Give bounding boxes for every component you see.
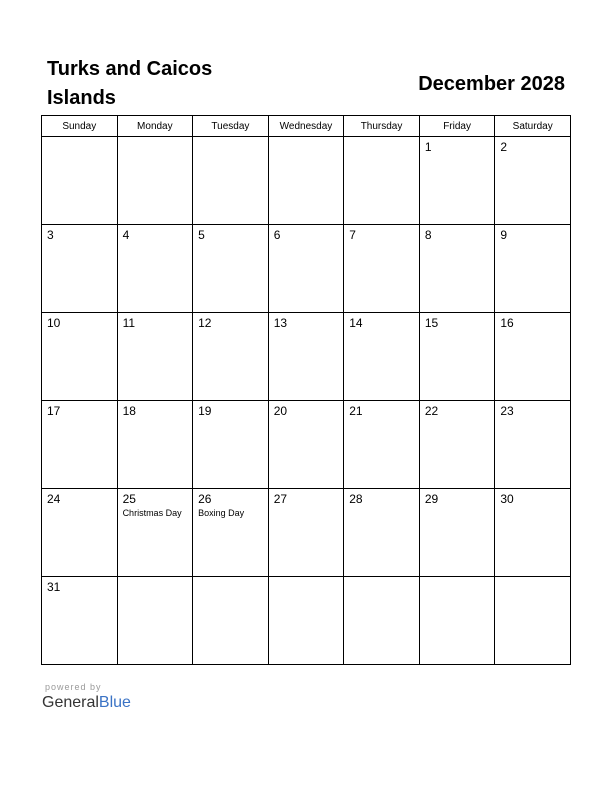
day-cell — [193, 401, 269, 489]
weekday-header: Wednesday — [268, 116, 344, 137]
day-cell — [344, 313, 420, 401]
day-number: 1 — [424, 140, 432, 154]
holiday-label: Christmas Day — [122, 508, 182, 518]
day-number: 19 — [198, 404, 212, 418]
day-cell — [419, 401, 495, 489]
generalblue-logo — [42, 694, 131, 712]
logo-general-text: General — [42, 694, 99, 711]
day-cell — [268, 401, 344, 489]
day-number: 8 — [424, 228, 432, 242]
day-number: 9 — [500, 228, 508, 242]
day-number: 17 — [47, 404, 61, 418]
day-number: 4 — [122, 228, 130, 242]
day-cell — [193, 137, 269, 225]
powered-by-text: powered by — [45, 682, 102, 692]
holiday-label: Boxing Day — [198, 508, 245, 518]
day-number: 10 — [47, 316, 61, 330]
weekday-header: Friday — [419, 116, 495, 137]
day-cell — [117, 577, 193, 665]
day-number: 12 — [198, 316, 212, 330]
day-cell — [419, 577, 495, 665]
day-number: 24 — [47, 492, 61, 506]
day-cell — [495, 489, 571, 577]
weekday-header: Thursday — [344, 116, 420, 137]
day-cell — [193, 225, 269, 313]
day-number: 3 — [47, 228, 54, 242]
weekday-header-row — [42, 116, 571, 137]
day-number: 13 — [273, 316, 288, 330]
logo-blue-text: Blue — [98, 694, 131, 711]
day-cell — [117, 137, 193, 225]
day-cell — [419, 313, 495, 401]
day-number: 2 — [500, 140, 508, 154]
day-cell — [495, 577, 571, 665]
day-cell — [268, 313, 344, 401]
day-cell — [268, 577, 344, 665]
day-number: 14 — [349, 316, 363, 330]
day-cell — [193, 489, 269, 577]
day-cell — [193, 313, 269, 401]
day-cell — [117, 313, 193, 401]
week-row — [42, 489, 571, 577]
weekday-header: Sunday — [42, 116, 118, 137]
day-cell — [495, 137, 571, 225]
day-number: 22 — [424, 404, 439, 418]
day-cell — [419, 489, 495, 577]
day-cell — [268, 489, 344, 577]
calendar-grid — [41, 115, 571, 665]
day-number: 18 — [122, 404, 136, 418]
day-number: 23 — [500, 404, 514, 418]
day-number: 11 — [122, 316, 136, 330]
day-cell — [42, 577, 118, 665]
day-cell — [42, 489, 118, 577]
day-number: 31 — [47, 580, 61, 594]
day-cell — [495, 313, 571, 401]
week-row — [42, 225, 571, 313]
day-number: 21 — [349, 404, 363, 418]
day-number: 16 — [500, 316, 514, 330]
week-row — [42, 137, 571, 225]
day-cell — [268, 137, 344, 225]
day-cell — [117, 401, 193, 489]
day-cell — [495, 225, 571, 313]
day-cell — [42, 225, 118, 313]
day-cell — [344, 225, 420, 313]
week-row — [42, 313, 571, 401]
weekday-header: Tuesday — [193, 116, 269, 137]
day-cell — [268, 225, 344, 313]
day-cell — [117, 225, 193, 313]
day-cell — [419, 225, 495, 313]
day-number: 25 — [122, 492, 136, 506]
day-number: 20 — [273, 404, 288, 418]
day-cell — [419, 137, 495, 225]
day-cell — [42, 401, 118, 489]
day-cell — [117, 489, 193, 577]
weekday-header: Monday — [117, 116, 193, 137]
day-cell — [193, 577, 269, 665]
weekday-header: Saturday — [495, 116, 571, 137]
month-year-title: December 2028 — [418, 73, 565, 95]
region-title: Turks and Caicos Islands — [47, 58, 213, 109]
week-row — [42, 577, 571, 665]
day-cell — [344, 577, 420, 665]
day-cell — [42, 313, 118, 401]
day-cell — [495, 401, 571, 489]
day-number: 6 — [273, 228, 281, 242]
day-number: 26 — [198, 492, 212, 506]
day-number: 27 — [273, 492, 288, 506]
week-row — [42, 401, 571, 489]
day-cell — [42, 137, 118, 225]
day-number: 30 — [500, 492, 514, 506]
day-number: 15 — [424, 316, 439, 330]
day-number: 29 — [424, 492, 439, 506]
day-number: 28 — [349, 492, 363, 506]
day-cell — [344, 137, 420, 225]
day-number: 5 — [198, 228, 205, 242]
day-cell — [344, 401, 420, 489]
day-cell — [344, 489, 420, 577]
day-number: 7 — [349, 228, 356, 242]
